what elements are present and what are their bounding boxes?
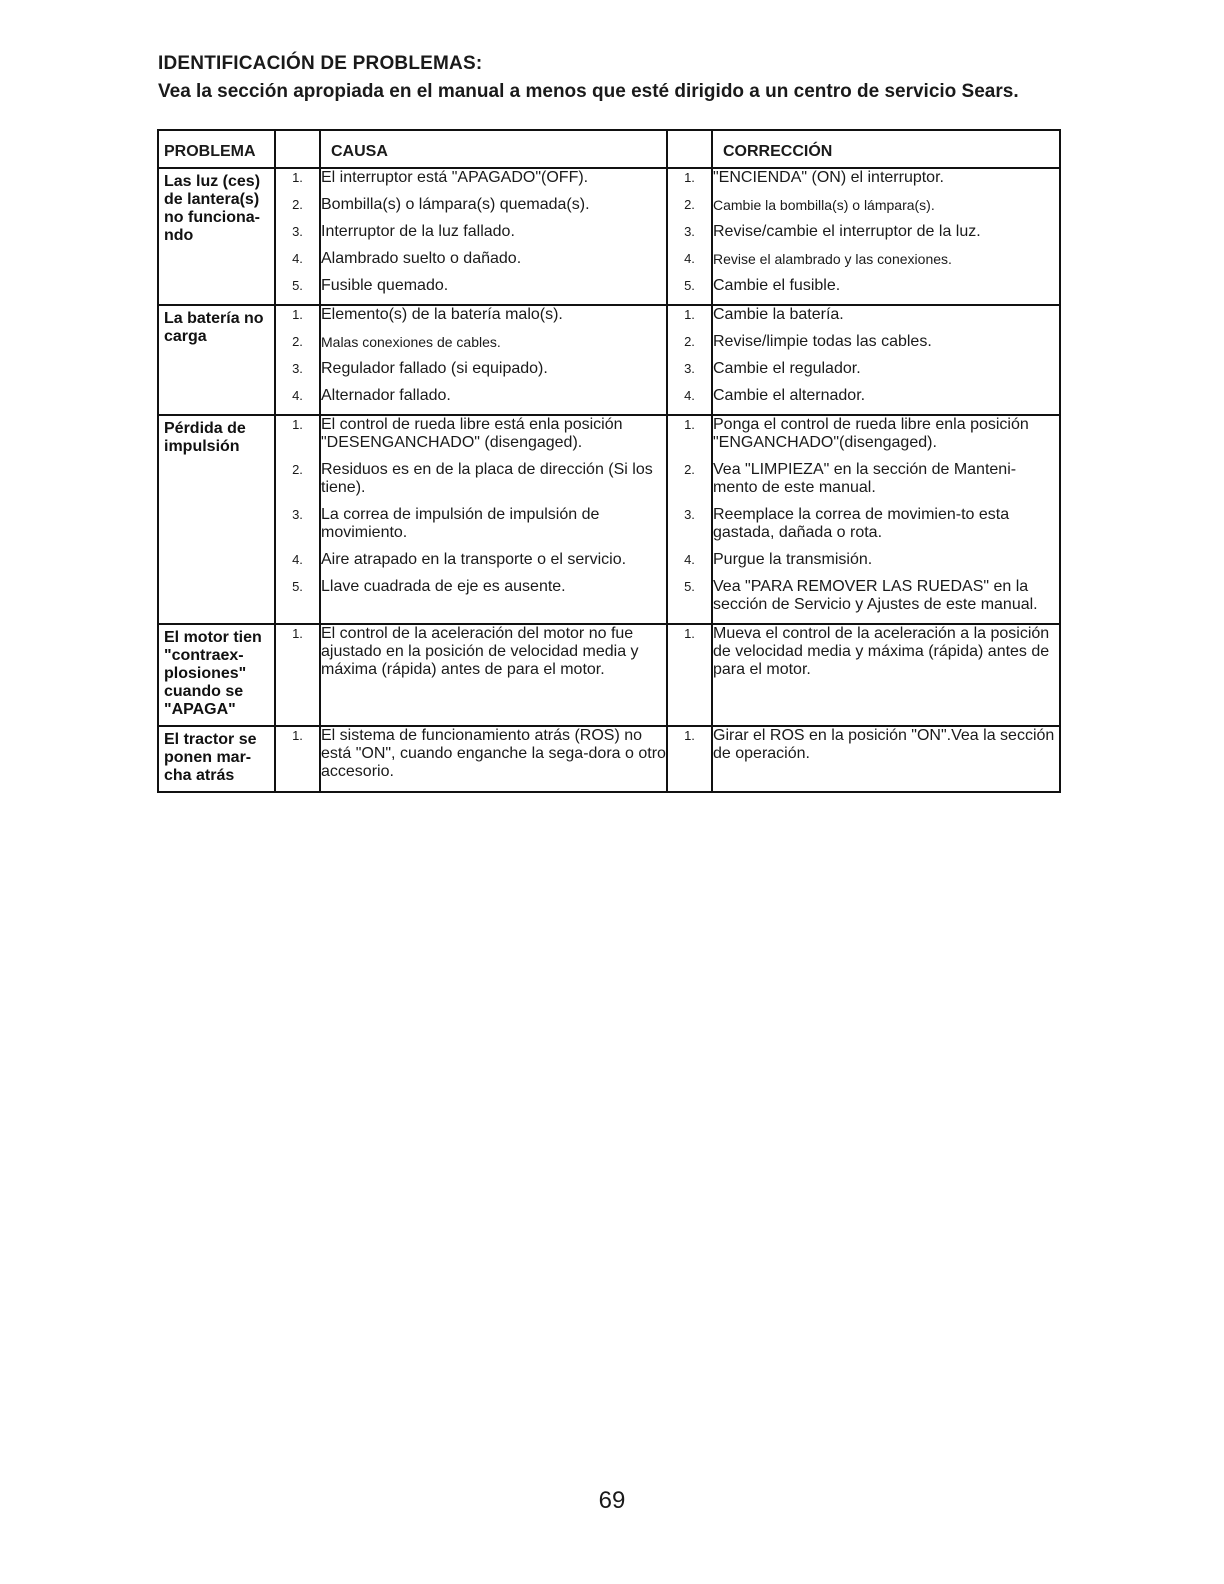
correction-text: Revise/limpie todas las cables. [713,333,932,350]
correction-text: Cambie el regulador. [713,360,861,377]
correction-text: Girar el ROS en la posición "ON".Vea la sección de operación. [713,727,1055,762]
correction-number: 1. [684,728,695,743]
correction-number: 1. [684,170,695,185]
correction-text: Cambie el alternador. [713,387,866,404]
table-row [158,624,1060,726]
correction-text: Revise/cambie el interruptor de la luz. [713,223,981,240]
correction-number: 1. [684,417,695,432]
table-row [158,726,1060,792]
table-header-row [158,130,1060,168]
cause-text: El sistema de funcionamiento atrás (ROS) no está "ON", cuando enganche la sega-dora o otro accesorio. [321,727,666,780]
problem-label: La batería no carga [164,310,264,345]
cause-text: Elemento(s) de la batería malo(s). [321,306,563,323]
correction-number: 2. [684,197,695,212]
cause-number: 1. [292,626,303,641]
cause-text: Alambrado suelto o dañado. [321,250,522,267]
correction-text: Vea "PARA REMOVER LAS RUEDAS" en la sección de Servicio y Ajustes de este manual. [713,578,1038,613]
correction-number: 5. [684,278,695,293]
troubleshooting-table [157,129,1061,793]
cause-number: 4. [292,251,303,266]
header-correction: CORRECCIÓN [723,143,833,160]
table-row [158,305,1060,415]
correction-number: 3. [684,507,695,522]
table-row [158,415,1060,624]
correction-number: 4. [684,552,695,567]
header-problem: PROBLEMA [164,143,256,160]
cause-number: 4. [292,388,303,403]
cause-number: 3. [292,361,303,376]
page-number: 69 [598,1487,626,1514]
table-row [158,168,1060,305]
correction-text: Vea "LIMPIEZA" en la sección de Manteni-mento de este manual. [713,461,1017,496]
correction-text: Cambie el fusible. [713,277,841,294]
cause-text: Malas conexiones de cables. [321,334,501,350]
correction-text: Mueva el control de la aceleración a la posición de velocidad media y máxima (rápida) antes de para el motor. [713,625,1050,678]
problem-label: El tractor se ponen mar-cha atrás [164,731,257,784]
cause-number: 4. [292,552,303,567]
problem-label: Pérdida de impulsión [164,420,246,455]
cause-text: El interruptor está "APAGADO"(OFF). [321,169,589,186]
cause-text: Residuos es en de la placa de dirección (Si los tiene). [321,461,653,496]
cause-text: La correa de impulsión de impulsión de movimiento. [321,506,600,541]
cause-number: 5. [292,278,303,293]
cause-number: 1. [292,170,303,185]
cause-text: Aire atrapado en la transporte o el servicio. [321,551,627,568]
cause-text: Llave cuadrada de eje es ausente. [321,578,566,595]
cause-number: 1. [292,417,303,432]
cause-number: 2. [292,334,303,349]
correction-number: 3. [684,361,695,376]
correction-number: 4. [684,251,695,266]
cause-number: 5. [292,579,303,594]
cause-number: 3. [292,507,303,522]
problem-label: El motor tien "contraex-plosiones" cuando se "APAGA" [164,629,262,718]
correction-number: 5. [684,579,695,594]
correction-number: 2. [684,462,695,477]
page-title: IDENTIFICACIÓN DE PROBLEMAS: [158,53,483,74]
cause-number: 3. [292,224,303,239]
cause-number: 1. [292,728,303,743]
cause-text: El control de la aceleración del motor no fue ajustado en la posición de velocidad media y máxima (rápida) antes de para el motor. [321,625,639,678]
correction-number: 1. [684,626,695,641]
correction-number: 4. [684,388,695,403]
correction-text: Reemplace la correa de movimien-to esta gastada, dañada o rota. [713,506,1010,541]
cause-number: 2. [292,197,303,212]
cause-number: 1. [292,307,303,322]
cause-text: Interruptor de la luz fallado. [321,223,515,240]
cause-text: Fusible quemado. [321,277,449,294]
problem-label: Las luz (ces) de lantera(s) no funciona-ndo [164,173,261,244]
correction-text: Revise el alambrado y las conexiones. [713,251,952,267]
cause-number: 2. [292,462,303,477]
correction-text: Purgue la transmisión. [713,551,873,568]
correction-text: "ENCIENDA" (ON) el interruptor. [713,169,944,186]
cause-text: Regulador fallado (si equipado). [321,360,548,377]
cause-text: El control de rueda libre está enla posición "DESENGANCHADO" (disengaged). [321,416,623,451]
correction-text: Cambie la batería. [713,306,844,323]
correction-text: Ponga el control de rueda libre enla posición "ENGANCHADO"(disengaged). [713,416,1029,451]
correction-number: 3. [684,224,695,239]
correction-number: 2. [684,334,695,349]
cause-text: Alternador fallado. [321,387,451,404]
cause-text: Bombilla(s) o lámpara(s) quemada(s). [321,196,590,213]
page-subtitle: Vea la sección apropiada en el manual a menos que esté dirigido a un centro de servicio Sears. [158,81,1019,102]
header-cause: CAUSA [331,143,388,160]
correction-number: 1. [684,307,695,322]
correction-text: Cambie la bombilla(s) o lámpara(s). [713,197,935,213]
